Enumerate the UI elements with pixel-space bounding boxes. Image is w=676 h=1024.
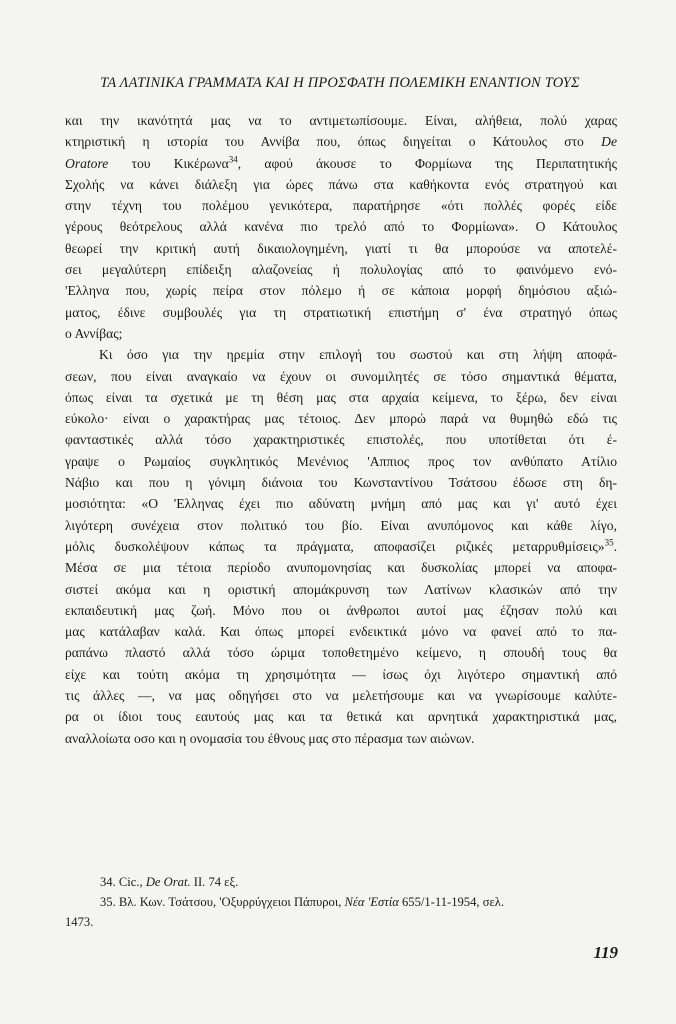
text-line: γέρους θεότρελους αλλά κανένα πιο τρελό από το Φορμίωνα». Ο Κάτουλος	[65, 219, 617, 235]
text-line	[65, 536, 617, 557]
italic-title: De	[601, 134, 617, 150]
text-line: μοσιότητα: «Ο 'Ελληνας έχει πιο αδύνατη μνήμη από μας και γι' αυτό έχει	[65, 496, 617, 512]
running-head: ΤΑ ΛΑΤΙΝΙΚΑ ΓΡΑΜΜΑΤΑ ΚΑΙ Η ΠΡΟΣΦΑΤΗ ΠΟΛΕΜΙΚΗ ΕΝΑΝΤΙΟΝ ΤΟΥΣ	[100, 75, 580, 91]
text-line: μας κατάλαβαν καλά. Και όπως μπορεί ενδεικτικά μόνο να φανεί από το πα-	[65, 624, 617, 640]
text-line	[65, 131, 617, 152]
footnotes	[65, 872, 617, 932]
text-line: εκπαιδευτική μας ζωή. Μόνο που οι άνθρωποι αυτοί μας έζησαν πολύ και	[65, 602, 617, 618]
text-line: τις άλλες —, να μας οδηγήσει στο να μελετήσουμε και να γνωρίσουμε καλύτε-	[65, 688, 617, 704]
text-run: του Κικέρωνα	[108, 155, 229, 171]
text-line: φανταστικές αλλά τόσο χαρακτηριστικές επιστολές, που υποτίθεται ότι έ-	[65, 432, 617, 448]
text-line: στην τέχνη του πολέμου γενικότερα, παρατήρησε «ότι πολλές φορές είδε	[65, 198, 617, 214]
paragraph-2	[65, 344, 617, 749]
footnote-ref[interactable]: 35	[604, 537, 614, 548]
paragraph-1	[65, 110, 617, 344]
text-line: όπως είναι τα σχετικά με τη θέση μας στα αρχαία κείμενα, το ξέρω, δεν είναι	[65, 389, 617, 405]
italic-title: Oratore	[65, 155, 109, 171]
text-line: και την ικανότητά μας να το αντιμετωπίσουμε. Είναι, αλήθεια, πολύ χαρας	[65, 113, 617, 128]
text-line: γραψε ο Ρωμαίος συγκλητικός Μενένιος 'Αππιος προς τον ανθύπατο Ατίλιο	[65, 453, 617, 469]
text-line: Κι όσο για την ηρεμία στην επιλογή του σωστού και στη λήψη αποφά-	[99, 347, 617, 363]
footnote-35	[65, 892, 617, 912]
text-run: .	[613, 538, 617, 554]
footnote-35-continuation: 1473.	[65, 915, 94, 929]
text-run: 35. Βλ. Κων. Τσάτσου, 'Οξυρρύγχειοι Πάπυροι,	[100, 895, 345, 909]
text-line: ο Αννίβας;	[65, 325, 123, 341]
page-number: 119	[593, 943, 618, 962]
text-line: Νάβιο και που η γόνιμη διάνοια του Κωνσταντίνου Τσάτσου έδωσε στη δη-	[65, 475, 617, 491]
text-line: ρα οι ίδιοι τους εαυτούς μας και τα θετικά και αρνητικά χαρακτηριστικά μας,	[65, 709, 617, 725]
footnote-ref[interactable]: 34	[228, 154, 238, 165]
text-line: θεωρεί την κριτική αυτή δικαιολογημένη, γιατί τι θα μπορούσε να αποτελέ-	[65, 240, 617, 256]
text-line: ματος, έδινε συμβουλές για τη στρατιωτική επιστήμη σ' ένα στρατηγό όπως	[65, 304, 617, 320]
text-run: , αφού άκουσε το Φορμίωνα της Περιπατητικής	[237, 155, 617, 171]
text-line: 'Ελληνα που, χωρίς πείρα στον πόλεμο ή σε κάποια μορφή δημόσιου αξιώ-	[65, 283, 617, 299]
text-line: σει μεγαλύτερη επίδειξη αλαζονείας ή πολυλογίας από το φαινόμενο ενό-	[65, 262, 617, 278]
text-run: 34. Cic.,	[100, 875, 146, 889]
text-run: κτηριστική η ιστορία του Αννίβα που, όπως διηγείται ο Κάτουλος στο	[65, 134, 602, 150]
footnote-34	[65, 872, 617, 892]
text-line: σιστεί ακόμα και η οριστική απομάκρυνση των Λατίνων κλασικών από την	[65, 581, 617, 597]
text-line: Μέσα σε μια τέτοια περίοδο ανυπομονησίας και δυσκολίας μπορεί να αποφα-	[65, 560, 617, 576]
italic-title: Νέα 'Εστία	[344, 895, 399, 909]
text-line: λιγότερη συνέχεια στον πολιτικό του βίο. Είναι ανυπόμονος και κάθε λίγο,	[65, 517, 617, 533]
text-line	[65, 153, 617, 174]
text-run: μόλις δυσκολέψουν κάπως τα πράγματα, αποφασίζει ριζικές μεταρρυθμίσεις»	[65, 538, 605, 554]
text-run: II. 74 εξ.	[190, 875, 239, 889]
body-text	[65, 110, 617, 749]
text-line: ραπάνω πλαστό αλλά τόσο ώριμα τοποθετημένο κείμενο, η σπουδή τους θα	[65, 645, 617, 661]
text-line: αναλλοίωτα οσο και η ονομασία του έθνους μας στο πέρασμα των αιώνων.	[65, 730, 475, 746]
text-line: Σχολής να κάνει διάλεξη για ώρες πάνω στα καθήκοντα ενός στρατηγού και	[65, 176, 617, 192]
text-line: είχε και τούτη ακόμα τη χρησιμότητα — ίσως όχι λιγότερο σημαντική από	[65, 666, 617, 682]
italic-title: De Orat.	[145, 875, 191, 889]
text-line: εύκολο· είναι ο χαρακτήρας μας τέτοιος. Δεν μπορώ παρά να θυμηθώ εδώ τις	[65, 411, 617, 427]
text-run: 655/1-11-1954, σελ.	[398, 895, 505, 909]
text-line: σεων, που είναι αναγκαίο να έχουν οι συνομιλητές σε τόσο σημαντικά θέματα,	[65, 368, 617, 384]
